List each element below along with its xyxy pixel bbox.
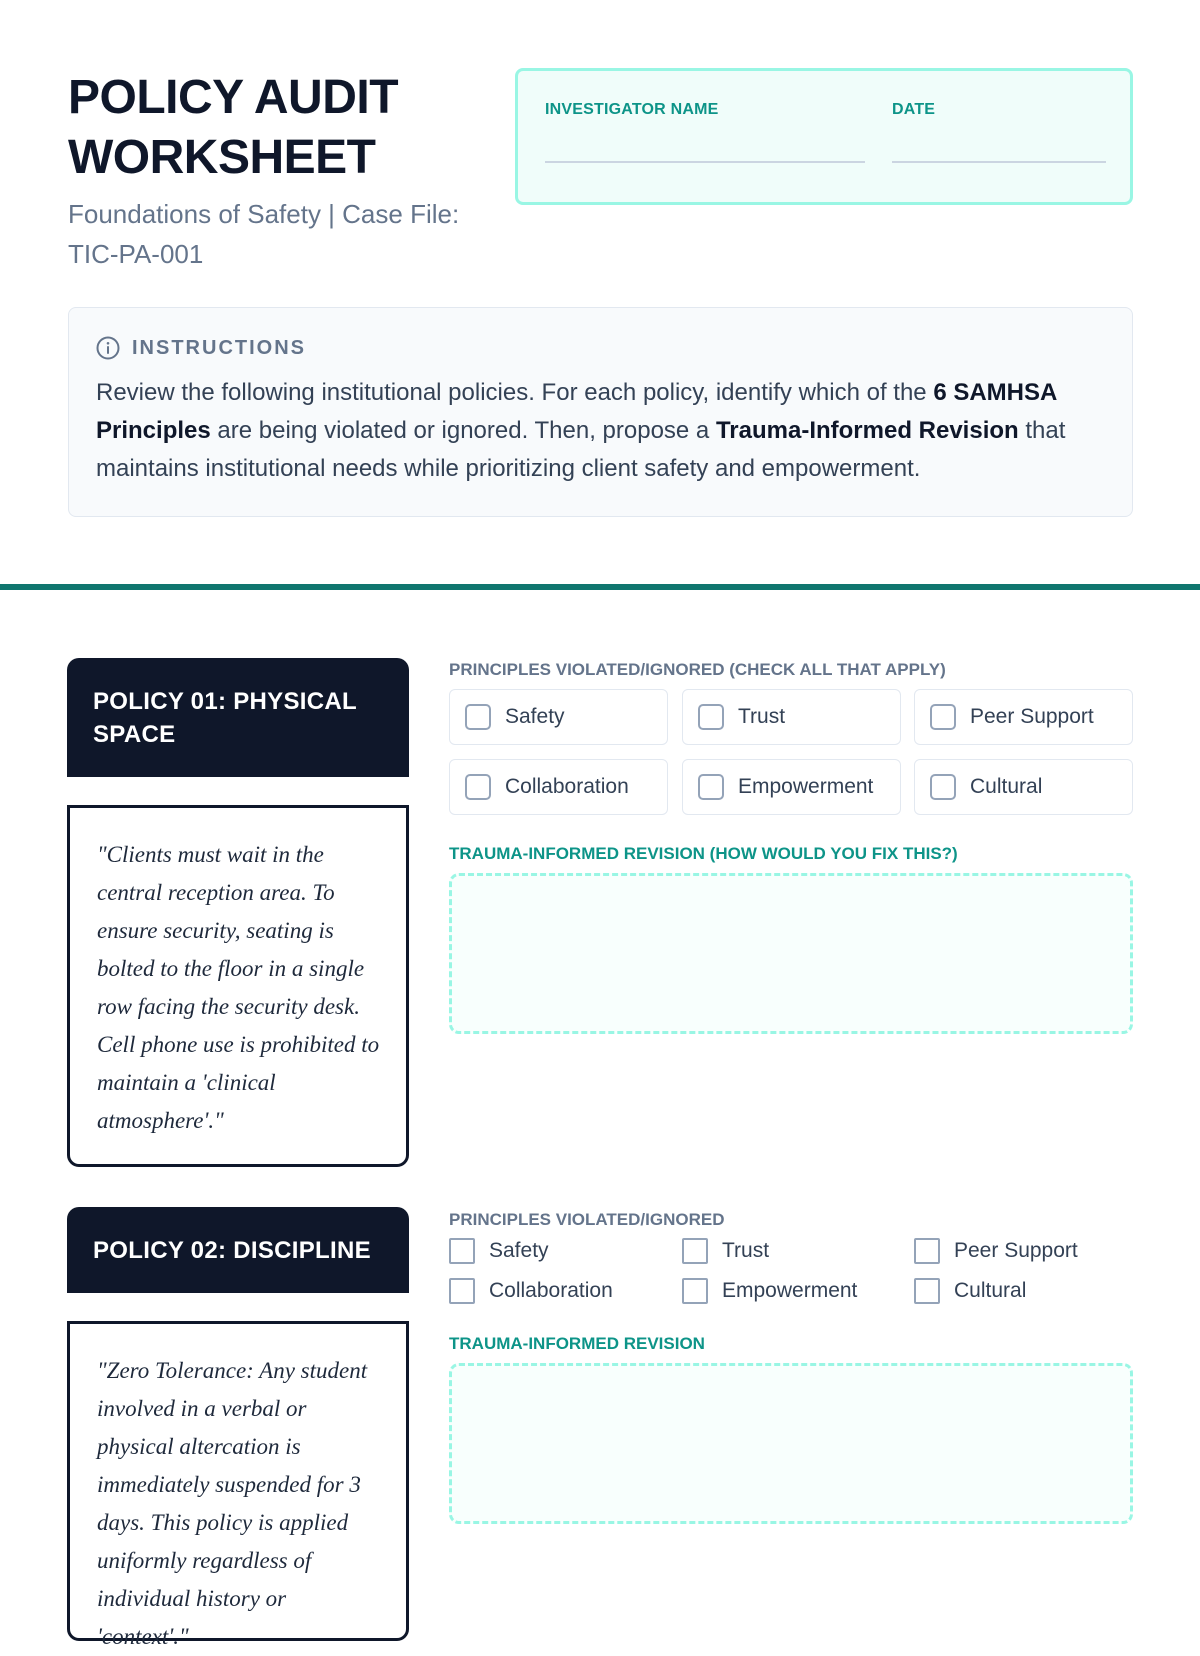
checkbox-label: Collaboration <box>505 775 629 798</box>
instructions-panel <box>68 307 1133 517</box>
policy-01-checkbox-empowerment[interactable] <box>682 759 901 815</box>
checkbox-label: Peer Support <box>954 1239 1078 1262</box>
instructions-title: INSTRUCTIONS <box>132 336 306 359</box>
policy-01-title: POLICY 01: PHYSICAL SPACE <box>67 658 409 777</box>
policy-02-checkbox-safety[interactable] <box>449 1238 549 1264</box>
instructions-bold-revision: Trauma-Informed Revision <box>715 417 1019 444</box>
policy-01-checkbox-collaboration[interactable] <box>449 759 668 815</box>
investigator-name-field <box>545 101 719 119</box>
title-line-1: POLICY AUDIT <box>68 71 399 124</box>
checkbox-label: Safety <box>489 1239 549 1262</box>
policy-01-revision-label: TRAUMA-INFORMED REVISION (HOW WOULD YOU FIX THIS?) <box>449 844 958 863</box>
policy-01-checkbox-safety[interactable] <box>449 689 668 745</box>
date-input[interactable] <box>892 161 1106 163</box>
policy-02-revision-input[interactable] <box>449 1363 1133 1524</box>
policy-02-checkbox-collaboration[interactable] <box>449 1278 613 1304</box>
policy-02-checkbox-peer-support[interactable] <box>914 1238 1078 1264</box>
subtitle-line-2: TIC-PA-001 <box>68 239 204 269</box>
checkbox-square[interactable] <box>914 1278 940 1304</box>
checkbox-square[interactable] <box>465 774 491 800</box>
checkbox-square[interactable] <box>682 1278 708 1304</box>
checkbox-square[interactable] <box>914 1238 940 1264</box>
checkbox-label: Trust <box>722 1239 770 1262</box>
page-title <box>68 68 508 188</box>
policy-01-principles-label: PRINCIPLES VIOLATED/IGNORED (CHECK ALL THAT APPLY) <box>449 660 946 679</box>
worksheet-header <box>68 68 508 274</box>
checkbox-label: Empowerment <box>722 1279 858 1302</box>
checkbox-label: Collaboration <box>489 1279 613 1302</box>
policy-02-checkbox-empowerment[interactable] <box>682 1278 857 1304</box>
policy-01-checkbox-trust[interactable] <box>682 689 901 745</box>
investigator-box <box>515 68 1133 205</box>
checkbox-label: Cultural <box>954 1279 1027 1302</box>
investigator-name-input[interactable] <box>545 161 865 163</box>
policy-01-checkbox-peer-support[interactable] <box>914 689 1133 745</box>
instructions-header <box>96 336 306 360</box>
policy-01-checkbox-cultural[interactable] <box>914 759 1133 815</box>
instructions-text <box>96 374 1106 488</box>
checkbox-label: Empowerment <box>738 775 874 798</box>
date-label: DATE <box>892 101 936 118</box>
policy-01-revision-input[interactable] <box>449 873 1133 1034</box>
checkbox-label: Safety <box>505 705 565 728</box>
checkbox-label: Cultural <box>970 775 1043 798</box>
checkbox-square[interactable] <box>698 774 724 800</box>
policy-01-quote: "Clients must wait in the central reception area. To ensure security, seating is bolted to the floor in a single row facing the security desk. Cell phone use is prohibited to maintain a 'clinical atmosphere'." <box>67 805 409 1167</box>
checkbox-square[interactable] <box>449 1278 475 1304</box>
instructions-text-1: Review the following institutional policies. For each policy, identify which of the <box>96 379 934 406</box>
policy-02-quote: "Zero Tolerance: Any student involved in a verbal or physical altercation is immediately suspended for 3 days. This policy is applied uniformly regardless of individual history or 'context'." <box>67 1321 409 1641</box>
date-field <box>892 101 935 119</box>
checkbox-square[interactable] <box>698 704 724 730</box>
section-divider <box>0 584 1200 590</box>
checkbox-label: Trust <box>738 705 786 728</box>
subtitle-line-1: Foundations of Safety | Case File: <box>68 199 460 229</box>
investigator-name-label: INVESTIGATOR NAME <box>545 101 719 118</box>
policy-02-revision-label: TRAUMA-INFORMED REVISION <box>449 1334 705 1353</box>
instructions-text-2: are being violated or ignored. Then, propose a <box>210 417 716 444</box>
page-subtitle <box>68 194 508 274</box>
instructions-bold-samhsa: 6 SAMHSA Principles <box>96 379 1057 444</box>
policy-02-checkbox-cultural[interactable] <box>914 1278 1026 1304</box>
info-icon <box>96 336 120 360</box>
checkbox-square[interactable] <box>682 1238 708 1264</box>
title-line-2: WORKSHEET <box>68 131 376 184</box>
checkbox-square[interactable] <box>465 704 491 730</box>
checkbox-square[interactable] <box>449 1238 475 1264</box>
policy-02-checkbox-trust[interactable] <box>682 1238 769 1264</box>
instructions-text-3: that maintains institutional needs while prioritizing client safety and empowerment. <box>96 417 1066 482</box>
policy-02-principles-label: PRINCIPLES VIOLATED/IGNORED <box>449 1210 725 1229</box>
policy-02-title: POLICY 02: DISCIPLINE <box>67 1207 409 1293</box>
checkbox-label: Peer Support <box>970 705 1094 728</box>
checkbox-square[interactable] <box>930 774 956 800</box>
checkbox-square[interactable] <box>930 704 956 730</box>
